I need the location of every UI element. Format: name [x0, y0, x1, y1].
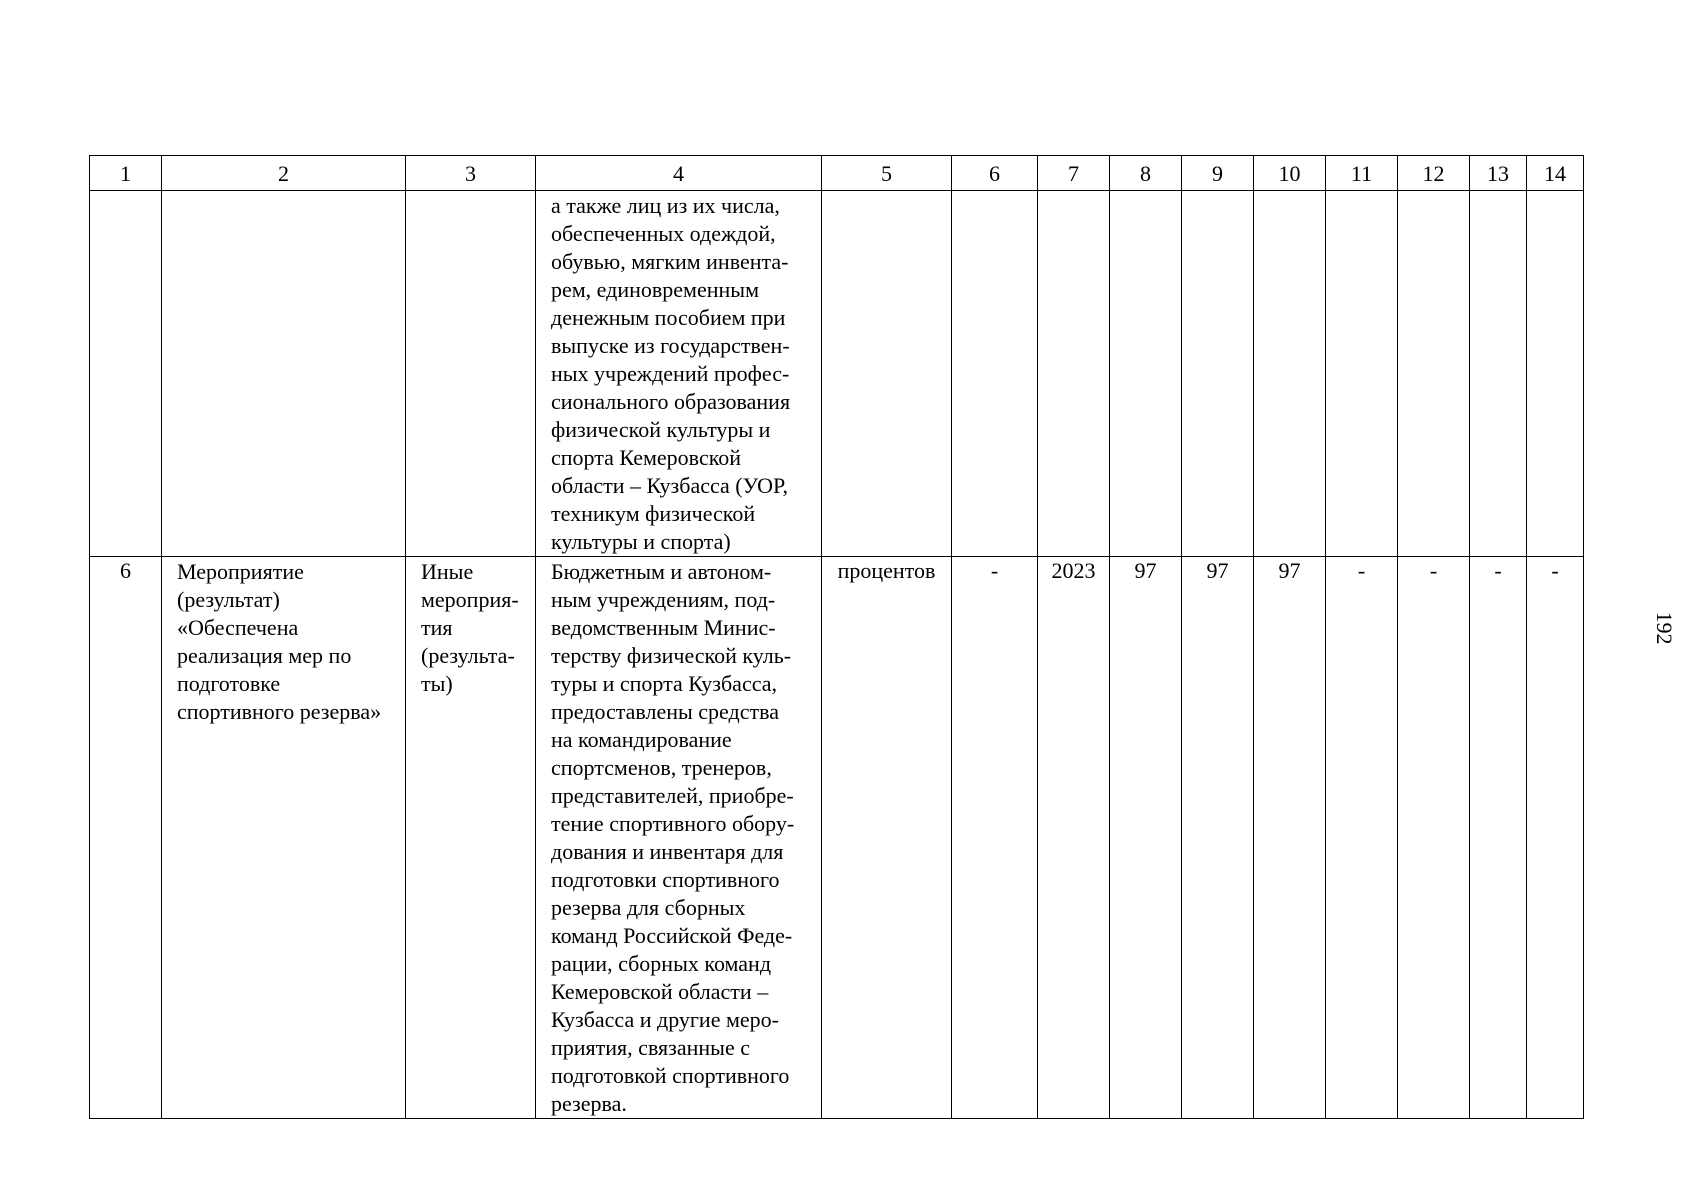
- page-number: 192: [1652, 611, 1677, 645]
- cell-col-13-text: -: [1494, 558, 1502, 583]
- cell-col-6-text: -: [990, 558, 999, 583]
- row-unit-text: процентов: [837, 558, 936, 583]
- cell-col-9-text: 97: [1206, 558, 1229, 583]
- header-cell: 9: [1182, 156, 1254, 191]
- header-cell: 10: [1254, 156, 1326, 191]
- continuation-row: [90, 191, 1584, 557]
- results-table: [89, 155, 1584, 1119]
- row-name: [162, 557, 406, 1119]
- row-number: [90, 557, 162, 1119]
- header-cell: 6: [952, 156, 1038, 191]
- cell-col-8-text: 97: [1134, 558, 1157, 583]
- empty-cell: [822, 191, 952, 557]
- empty-cell: [1527, 191, 1584, 557]
- header-cell: 1: [90, 156, 162, 191]
- header-cell: 13: [1470, 156, 1527, 191]
- cell-col-7-text: 2023: [1051, 558, 1096, 583]
- cell-col-10-text: 97: [1278, 558, 1301, 583]
- empty-cell: [1110, 191, 1182, 557]
- header-cell: 12: [1398, 156, 1470, 191]
- row-unit: [822, 557, 952, 1119]
- empty-cell: [1470, 191, 1527, 557]
- row-description-text: Бюджетным и автоном- ным учреждениям, под- ведомственным Минис- терству физической куль- туры и спорта Кузбасса, предоставлены средства на командирование спортсменов, тренеров, представителей, приобре- тение спортивного обору- дования и инвентаря для подготовки спортивного резерва для сборных команд Российской Феде- рации, сборных команд Кемеровской области – Кузбасса и другие меро- приятия, связанные с подготовкой спортивного резерва.: [551, 559, 795, 1116]
- cell-col-10: [1254, 557, 1326, 1119]
- header-cell: 3: [406, 156, 536, 191]
- cell-col-14-text: -: [1551, 558, 1559, 583]
- empty-cell: [1254, 191, 1326, 557]
- empty-cell: [1326, 191, 1398, 557]
- header-cell: 2: [162, 156, 406, 191]
- header-cell: 7: [1038, 156, 1110, 191]
- cell-col-14: [1527, 557, 1584, 1119]
- continuation-description-text: а также лиц из их числа, обеспеченных одеждой, обувью, мягким инвента- рем, единовременным денежным пособием при выпуске из государствен- ных учреждений профес- сионального образования физической культуры и спорта Кемеровской области – Кузбасса (УОР, техникум физической культуры и спорта): [551, 193, 791, 554]
- row-number-text: 6: [120, 558, 131, 583]
- cell-col-11: [1326, 557, 1398, 1119]
- row-type: [406, 557, 536, 1119]
- header-cell: 11: [1326, 156, 1398, 191]
- cell-col-11-text: -: [1357, 558, 1366, 583]
- cell-col-12-text: -: [1429, 558, 1438, 583]
- empty-cell: [162, 191, 406, 557]
- empty-cell: [1398, 191, 1470, 557]
- header-cell: 4: [536, 156, 822, 191]
- header-cell: 14: [1527, 156, 1584, 191]
- cell-col-6: [952, 557, 1038, 1119]
- cell-col-8: [1110, 557, 1182, 1119]
- header-cell: 8: [1110, 156, 1182, 191]
- empty-cell: [90, 191, 162, 557]
- empty-cell: [1182, 191, 1254, 557]
- empty-cell: [952, 191, 1038, 557]
- continuation-description: [536, 191, 822, 557]
- header-cell: 5: [822, 156, 952, 191]
- table-row-6: [90, 557, 1584, 1119]
- cell-col-7: [1038, 557, 1110, 1119]
- cell-col-12: [1398, 557, 1470, 1119]
- row-type-text: Иные мероприя- тия (результа- ты): [421, 559, 519, 696]
- row-name-text: Мероприятие (результат) «Обеспечена реализация мер по подготовке спортивного резерва»: [177, 559, 382, 724]
- row-description: [536, 557, 822, 1119]
- cell-col-9: [1182, 557, 1254, 1119]
- empty-cell: [1038, 191, 1110, 557]
- header-row: [90, 156, 1584, 191]
- cell-col-13: [1470, 557, 1527, 1119]
- empty-cell: [406, 191, 536, 557]
